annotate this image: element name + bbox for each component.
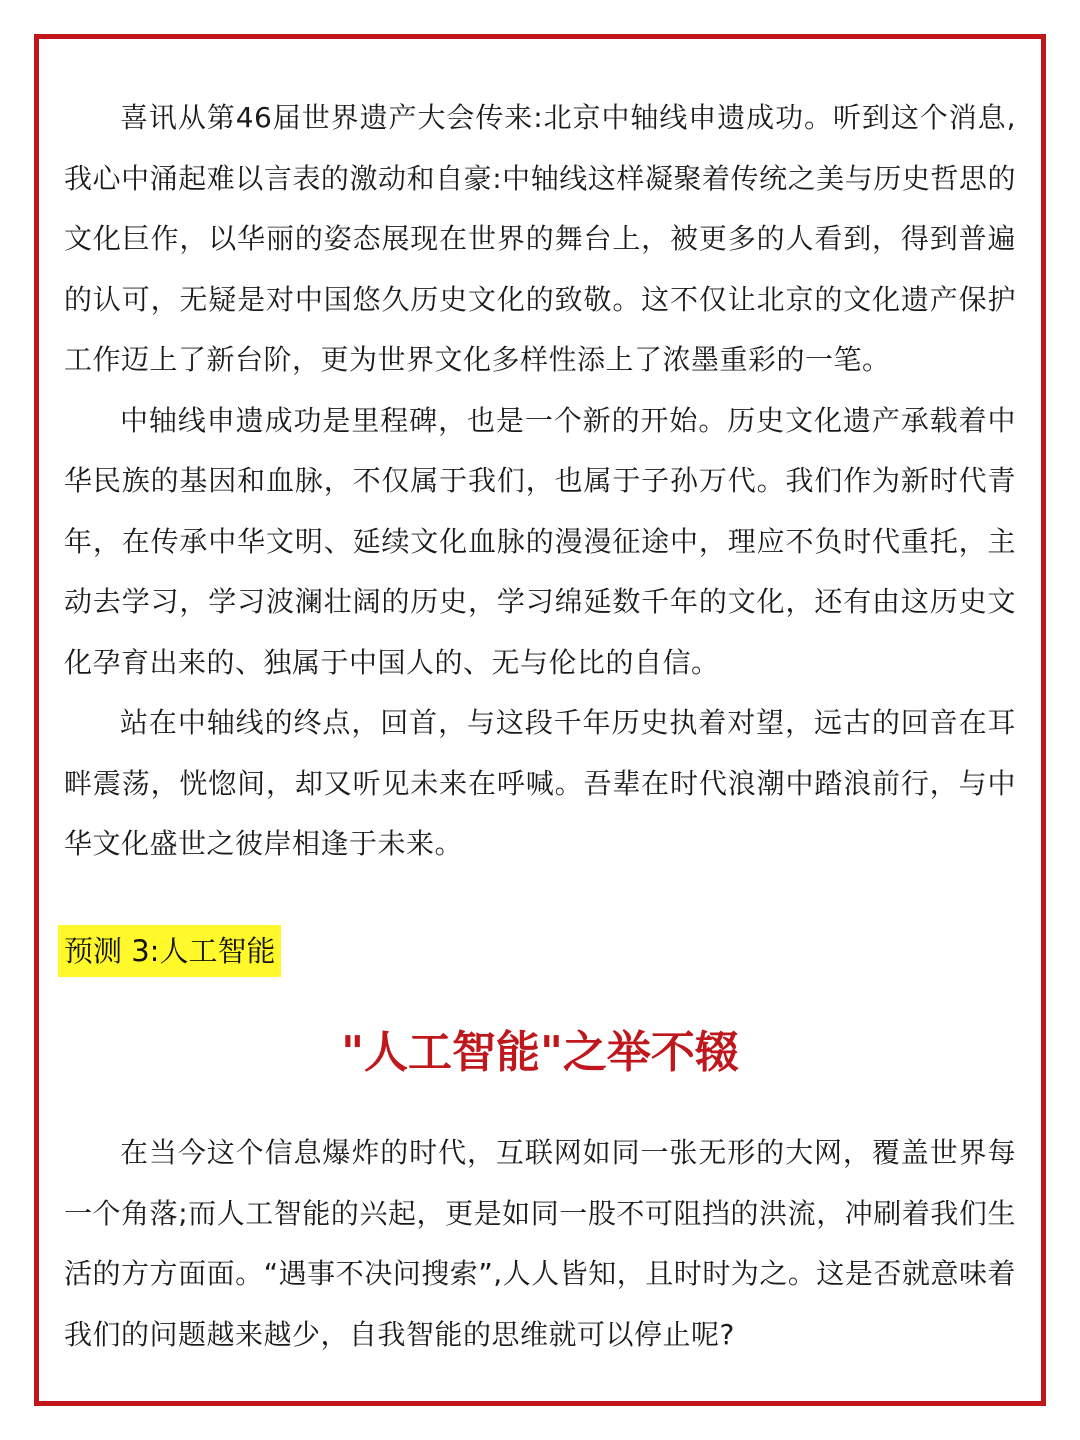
section-headline: "人工智能"之举不辍 (341, 1027, 739, 1078)
section-body (64, 1123, 1016, 1365)
paragraph: 在当今这个信息爆炸的时代，互联网如同一张无形的大网，覆盖世界每一个角落;而人工智能的兴起，更是如同一股不可阻挡的洪流，冲刷着我们生活的方方面面。“遇事不决问搜索”,人人皆知，且时时为之。这是否就意味着我们的问题越来越少，自我智能的思维就可以停止呢? (64, 1136, 1016, 1351)
article-body (64, 88, 1016, 875)
section-tag-highlight: 预测 3:人工智能 (58, 925, 281, 977)
paragraph: 喜讯从第46届世界遗产大会传来:北京中轴线申遗成功。听到这个消息,我心中涌起难以言表的激动和自豪:中轴线这样凝聚着传统之美与历史哲思的文化巨作，以华丽的姿态展现在世界的舞台上，被更多的人看到，得到普遍的认可，无疑是对中国悠久历史文化的致敬。这不仅让北京的文化遗产保护工作迈上了新台阶，更为世界文化多样性添上了浓墨重彩的一笔。 (64, 101, 1016, 376)
paragraph: 站在中轴线的终点，回首，与这段千年历史执着对望，远古的回音在耳畔震荡，恍惚间，却又听见未来在呼喊。吾辈在时代浪潮中踏浪前行，与中华文化盛世之彼岸相逢于未来。 (64, 706, 1016, 860)
paragraph: 中轴线申遗成功是里程碑，也是一个新的开始。历史文化遗产承载着中华民族的基因和血脉，不仅属于我们，也属于子孙万代。我们作为新时代青年，在传承中华文明、延续文化血脉的漫漫征途中，理应不负时代重托，主动去学习，学习波澜壮阔的历史，学习绵延数千年的文化，还有由这历史文化孕育出来的、独属于中国人的、无与伦比的自信。 (64, 403, 1016, 679)
